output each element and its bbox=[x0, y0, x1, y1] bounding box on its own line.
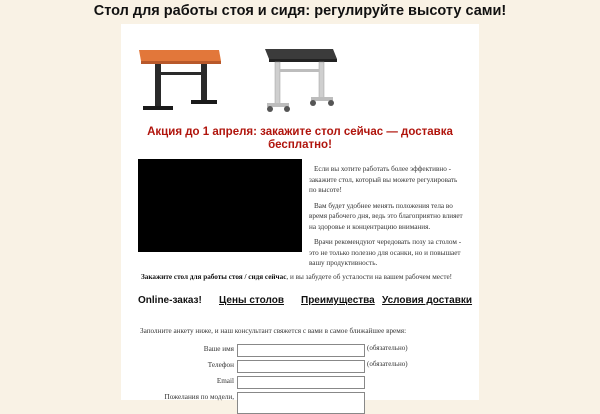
form-row-name bbox=[121, 344, 479, 358]
nav-link-delivery[interactable]: Условия доставки bbox=[382, 295, 473, 306]
wishes-label: Пожелания по модели, bbox=[164, 393, 234, 401]
cta-rest: , и вы забудете об усталости на вашем рабочем месте! bbox=[286, 273, 453, 281]
benefit-paragraph: Врачи рекомендуют чередовать позу за столом - это не только полезно для осанки, но и повышает вашу продуктивность. bbox=[309, 238, 462, 267]
nav-order-heading: Online-заказ! bbox=[138, 295, 202, 306]
benefit-paragraph: Если вы хотите работать более эффективно - закажите стол, который вы можете регулировать по высоте! bbox=[309, 165, 458, 194]
cta-bold: Закажите стол для работы стоя / сидя сейчас bbox=[141, 273, 287, 281]
email-label: Email bbox=[216, 377, 234, 385]
email-field[interactable] bbox=[237, 376, 365, 389]
name-label: Ваше имя bbox=[203, 345, 234, 353]
nav-link-prices[interactable]: Цены столов bbox=[219, 295, 285, 306]
form-intro: Заполните анкету ниже, и наш консультант свяжется с вами в самое ближайшее время: bbox=[140, 327, 407, 335]
required-note: (обязательно) bbox=[367, 344, 408, 352]
benefit-paragraph: Вам будет удобнее менять положения тела во время рабочего дня, ведь это благоприятно влияет на здоровье и концентрацию внимания. bbox=[309, 201, 463, 231]
desk-dark-top-silver-frame-icon bbox=[261, 43, 339, 115]
page-title: Стол для работы стоя и сидя: регулируйте высоту сами! bbox=[93, 3, 507, 19]
section-nav bbox=[138, 295, 478, 309]
form-row-phone bbox=[121, 360, 479, 374]
promo-banner: Акция до 1 апреля: закажите стол сейчас — доставка бесплатно! bbox=[147, 126, 453, 151]
content-panel bbox=[121, 24, 479, 400]
desk-orange-top-black-frame-icon bbox=[135, 44, 223, 116]
call-to-action bbox=[141, 273, 471, 281]
benefits-text bbox=[309, 164, 463, 274]
form-row-wishes bbox=[121, 392, 479, 406]
video-player[interactable] bbox=[138, 159, 302, 252]
required-note: (обязательно) bbox=[367, 360, 408, 368]
wishes-field[interactable] bbox=[237, 392, 365, 414]
form-row-email bbox=[121, 376, 479, 390]
phone-field[interactable] bbox=[237, 360, 365, 373]
phone-label: Телефон bbox=[207, 361, 234, 369]
nav-link-advantages[interactable]: Преимущества bbox=[301, 295, 375, 306]
name-field[interactable] bbox=[237, 344, 365, 357]
